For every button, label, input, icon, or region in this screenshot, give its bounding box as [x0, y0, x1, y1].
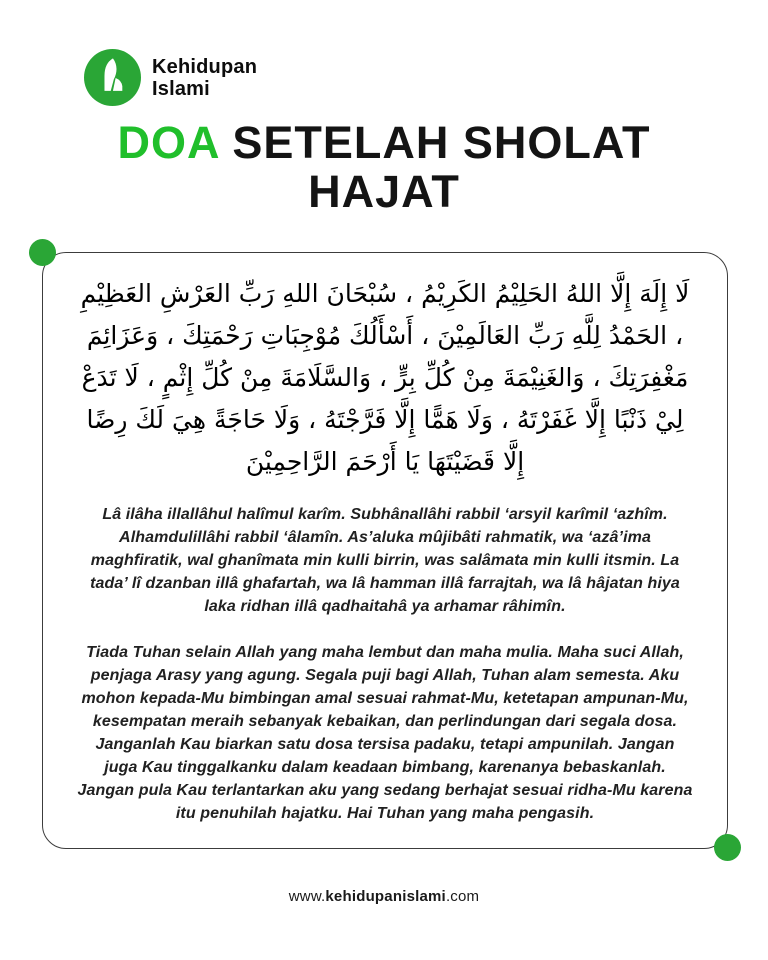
url-prefix: www. [288, 888, 326, 905]
title-line2: HAJAT [308, 166, 460, 217]
brand-name-line1: Kehidupan [152, 55, 258, 78]
page-title [0, 118, 768, 216]
transliteration-text: Lâ ilâha illallâhul halîmul karîm. Subhânallâhi rabbil ‘arsyil karîmil ‘azhîm. Alhamdulillâhi rabbil ‘âlamîn. As’aluka mûjibâti rahmatik, wa ‘azâ’ima maghfiratik, wal ghanîmata min kulli birrin, was salâmata min kulli itsmin. La tada’ lî dzanban illâ ghafartah, wa lâ hamman illâ farrajtah, wa lâ hâjatan hiya laka ridhan illâ qadhaitahâ ya arhamar râhimîn. [90, 506, 680, 615]
url-suffix: .com [445, 888, 480, 905]
green-dot-top-left [29, 239, 56, 266]
arabic-prayer-text: لَا إِلَهَ إِلَّا اللهُ الحَلِيْمُ الكَرِيْمُ ، سُبْحَانَ اللهِ رَبِّ العَرْشِ العَظِيْمِ ، الحَمْدُ لِلَّهِ رَبِّ العَالَمِيْنَ ، أَسْأَلُكَ مُوْجِبَاتِ رَحْمَتِكَ ، وَعَزَائِمَ مَغْفِرَتِكَ ، وَالغَنِيْمَةَ مِنْ كُلِّ بِرٍّ ، وَالسَّلَامَةَ مِنْ كُلِّ إِثْمٍ ، لَا تَدَعْ لِيْ ذَنْبًا إِلَّا غَفَرْتَهُ ، وَلَا هَمًّا إِلَّا فَرَّجْتَهُ ، وَلَا حَاجَةً هِيَ لَكَ رِضًا إِلَّا قَضَيْتَهَا يَا أَرْحَمَ الرَّاحِمِيْنَ [80, 279, 690, 476]
url-domain: kehidupanislami [325, 888, 446, 905]
translation-text: Tiada Tuhan selain Allah yang maha lembut dan maha mulia. Maha suci Allah, penjaga Arasy yang agung. Segala puji bagi Allah, Tuhan alam semesta. Aku mohon kepada-Mu bimbingan amal sesuai rahmat-Mu, ketetapan ampunan-Mu, kesempatan meraih sebanyak kebaikan, dan perlindungan dari segala dosa. Janganlah Kau biarkan satu dosa tersisa padaku, tetapi ampunilah. Jangan juga Kau tinggalkanku dalam keadaan bimbang, karenanya bebaskanlah. Jangan pula Kau terlantarkan aku yang sedang berhajat sesuai ridha-Mu karena itu penuhilah hajatku. Hai Tuhan yang maha pengasih. [77, 644, 693, 822]
prayer-card [42, 252, 728, 849]
green-dot-bottom-right [714, 834, 741, 861]
brand-name [152, 56, 257, 100]
website-footer [0, 888, 768, 905]
brand-name-line2: Islami [152, 77, 210, 100]
brand-logo [84, 49, 257, 106]
title-accent: DOA [117, 117, 219, 168]
title-rest: SETELAH SHOLAT [232, 117, 651, 168]
mosque-icon [84, 49, 141, 106]
title-line1 [0, 118, 768, 167]
